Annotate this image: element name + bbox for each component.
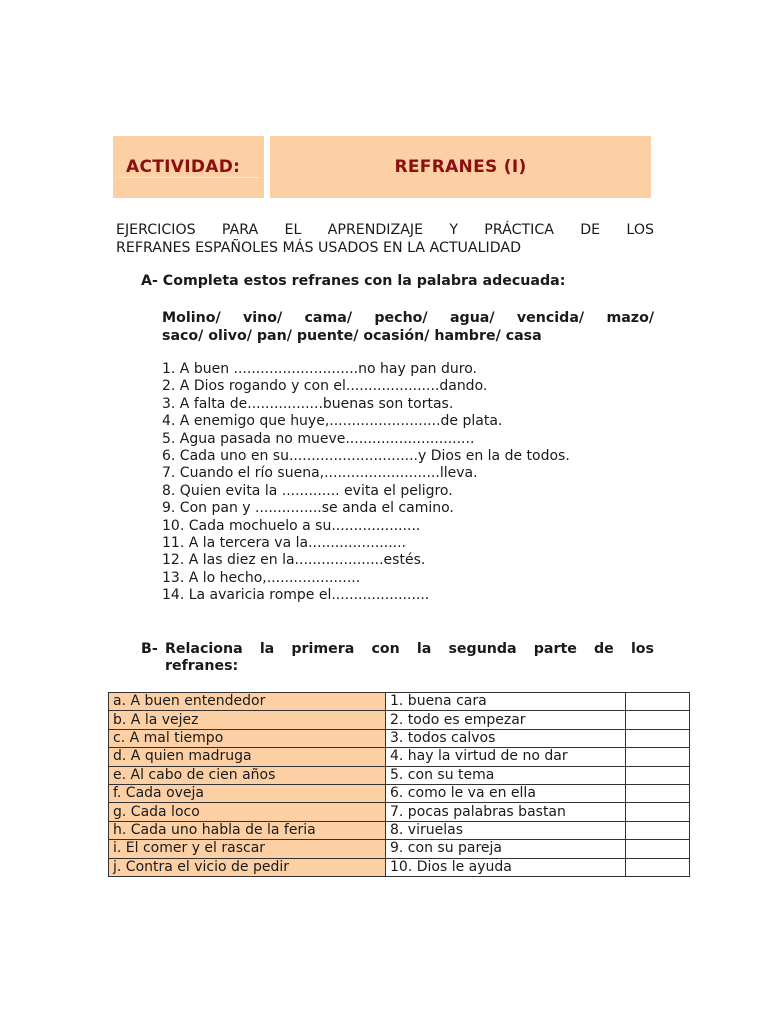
proverb-end-cell: 6. como le va en ella	[386, 784, 626, 802]
answer-cell[interactable]	[626, 729, 690, 747]
section-b-title	[141, 641, 654, 675]
proverb-start-cell: g. Cada loco	[109, 803, 386, 821]
proverb-end-cell: 4. hay la virtud de no dar	[386, 748, 626, 766]
table-row	[109, 784, 690, 802]
proverb-end-cell: 9. con su pareja	[386, 840, 626, 858]
proverb-start-cell: j. Contra el vicio de pedir	[109, 858, 386, 876]
intro-line-1: EJERCICIOS PARA EL APRENDIZAJE Y PRÁCTICA DE LOS	[116, 222, 654, 238]
intro-line-2: REFRANES ESPAÑOLES MÁS USADOS EN LA ACTUALIDAD	[116, 240, 522, 256]
list-item: 14. La avaricia rompe el......................	[162, 587, 430, 604]
list-item: 9. Con pan y ...............se anda el camino.	[162, 500, 454, 517]
proverb-end-cell: 7. pocas palabras bastan	[386, 803, 626, 821]
answer-cell[interactable]	[626, 821, 690, 839]
table-row	[109, 840, 690, 858]
proverb-end-cell: 3. todos calvos	[386, 729, 626, 747]
answer-cell[interactable]	[626, 748, 690, 766]
list-item: 6. Cada uno en su.............................y Dios en la de todos.	[162, 448, 570, 465]
activity-label: ACTIVIDAD:	[126, 157, 241, 177]
table-row	[109, 693, 690, 711]
section-a-title: A- Completa estos refranes con la palabra adecuada:	[141, 273, 566, 289]
list-item: 10. Cada mochuelo a su....................	[162, 517, 421, 534]
table-row	[109, 729, 690, 747]
list-item: 2. A Dios rogando y con el.....................dando.	[162, 378, 488, 395]
page-title: REFRANES (I)	[394, 157, 527, 177]
list-item: 12. A las diez en la....................estés.	[162, 552, 426, 569]
table-row	[109, 748, 690, 766]
list-item: 11. A la tercera va la......................	[162, 535, 406, 552]
title-box	[270, 136, 651, 198]
proverb-end-cell: 10. Dios le ayuda	[386, 858, 626, 876]
answer-cell[interactable]	[626, 858, 690, 876]
proverb-end-cell: 5. con su tema	[386, 766, 626, 784]
proverb-start-cell: h. Cada uno habla de la feria	[109, 821, 386, 839]
section-b-title-line-2: refranes:	[165, 658, 239, 674]
section-b-title-line-1: Relaciona la primera con la segunda parte de los	[165, 641, 654, 657]
proverb-start-cell: c. A mal tiempo	[109, 729, 386, 747]
table-row	[109, 711, 690, 729]
word-bank	[162, 309, 654, 345]
answer-cell[interactable]	[626, 711, 690, 729]
table-row	[109, 858, 690, 876]
proverb-start-cell: b. A la vejez	[109, 711, 386, 729]
proverb-start-cell: d. A quien madruga	[109, 748, 386, 766]
proverb-end-cell: 1. buena cara	[386, 693, 626, 711]
activity-label-box	[113, 136, 264, 198]
table-row	[109, 803, 690, 821]
list-item: 5. Agua pasada no mueve.............................	[162, 430, 475, 447]
list-item: 7. Cuando el río suena,..........................lleva.	[162, 465, 478, 482]
answer-cell[interactable]	[626, 803, 690, 821]
proverb-start-cell: f. Cada oveja	[109, 784, 386, 802]
word-bank-line-1: Molino/ vino/ cama/ pecho/ agua/ vencida/ mazo/	[162, 310, 654, 326]
intro-paragraph	[116, 221, 654, 257]
proverb-end-cell: 2. todo es empezar	[386, 711, 626, 729]
table-row	[109, 766, 690, 784]
list-item: 4. A enemigo que huye,.........................de plata.	[162, 413, 503, 430]
section-b-label: B-	[141, 641, 158, 657]
proverb-end-cell: 8. viruelas	[386, 821, 626, 839]
proverb-start-cell: a. A buen entendedor	[109, 693, 386, 711]
list-item: 8. Quien evita la ............. evita el peligro.	[162, 482, 453, 499]
proverb-start-cell: i. El comer y el rascar	[109, 840, 386, 858]
word-bank-line-2: saco/ olivo/ pan/ puente/ ocasión/ hambre/ casa	[162, 328, 542, 344]
answer-cell[interactable]	[626, 784, 690, 802]
table-row	[109, 821, 690, 839]
proverb-start-cell: e. Al cabo de cien años	[109, 766, 386, 784]
list-item: 3. A falta de.................buenas son tortas.	[162, 395, 454, 412]
fill-in-list	[162, 361, 570, 605]
list-item: 13. A lo hecho,.....................	[162, 569, 361, 586]
header-divider	[117, 177, 260, 178]
list-item: 1. A buen ............................no hay pan duro.	[162, 361, 477, 377]
answer-cell[interactable]	[626, 693, 690, 711]
answer-cell[interactable]	[626, 766, 690, 784]
answer-cell[interactable]	[626, 840, 690, 858]
matching-table	[108, 692, 690, 877]
